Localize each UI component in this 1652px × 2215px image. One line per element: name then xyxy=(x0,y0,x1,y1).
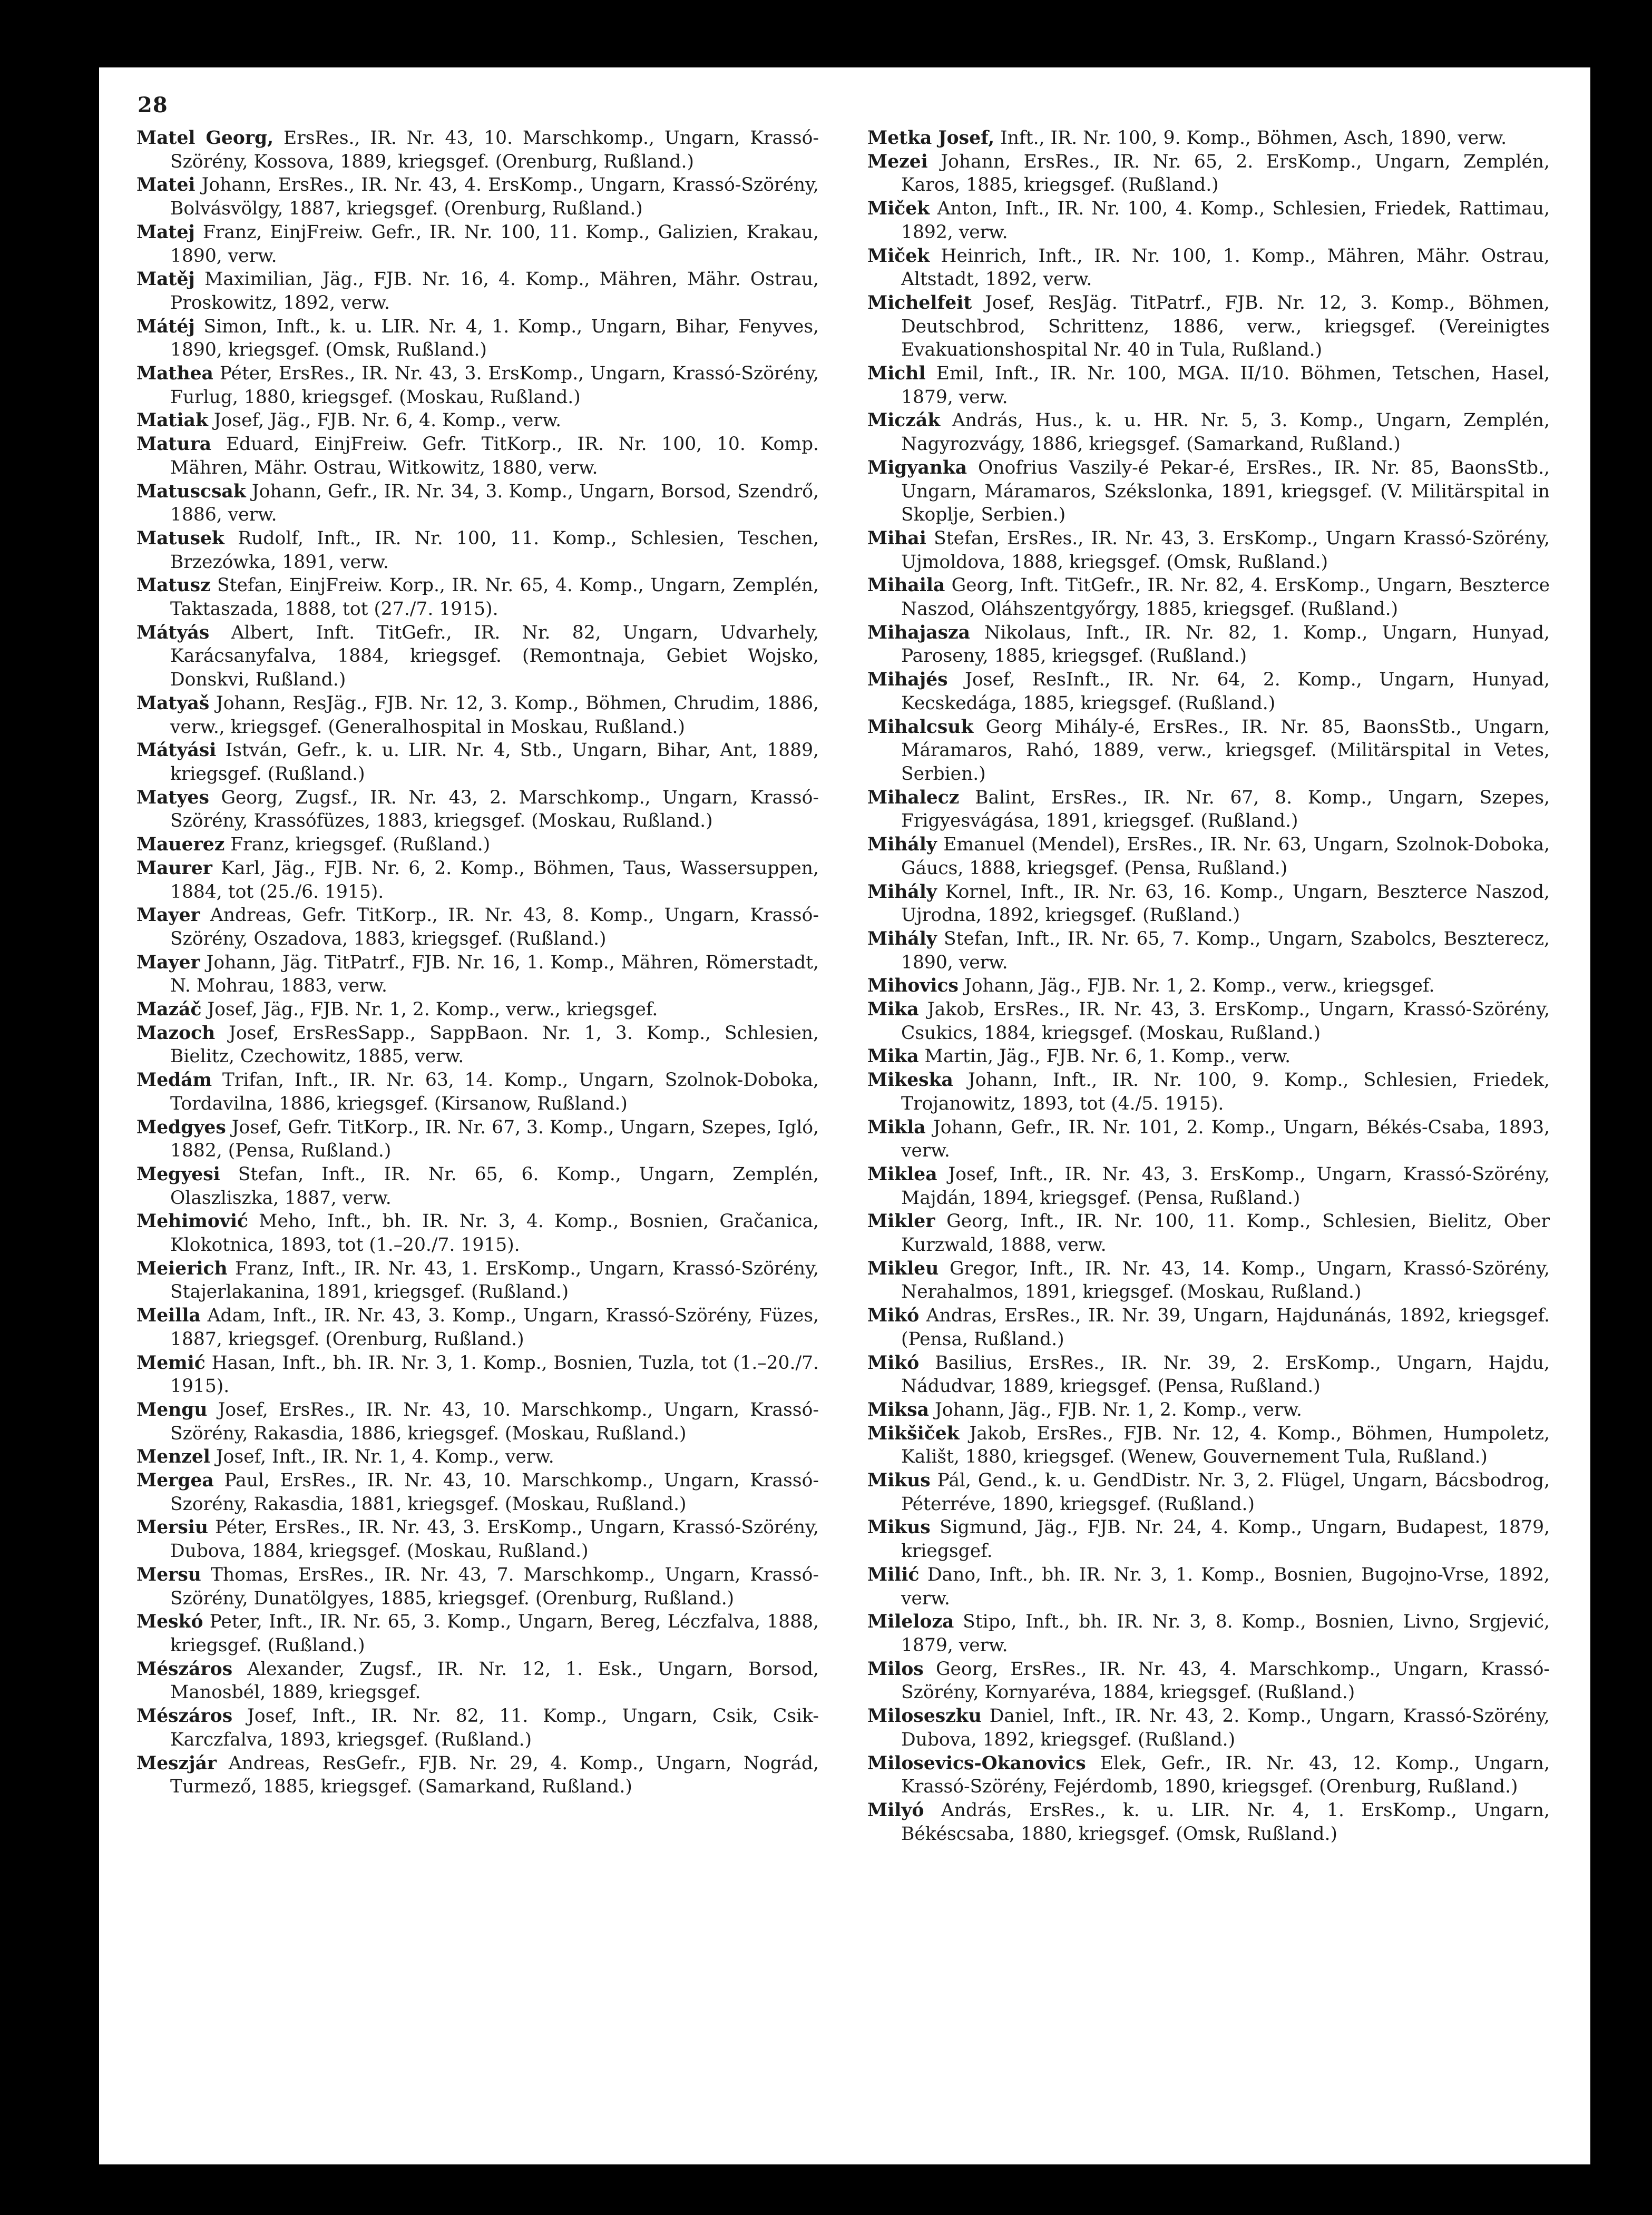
entry-details: Johann, ErsRes., IR. Nr. 43, 4. ErsKomp., Ungarn, Krassó-Szörény, Bolvásvölgy, 1887, kriegsgef. (Orenburg, Rußland.) xyxy=(170,174,819,220)
entry-details: Franz, kriegsgef. (Rußland.) xyxy=(224,834,491,856)
entry-details: Martin, Jäg., FJB. Nr. 6, 1. Komp., verw. xyxy=(918,1046,1291,1067)
entry-surname: Maurer xyxy=(136,857,212,879)
entry-surname: Milić xyxy=(867,1564,920,1585)
list-item xyxy=(136,433,819,479)
list-item xyxy=(136,621,819,692)
list-item xyxy=(867,456,1550,527)
entry-details: Heinrich, Inft., IR. Nr. 100, 1. Komp., Mähren, Mähr. Ostrau, Altstadt, 1892, verw. xyxy=(901,245,1550,290)
entry-details: Georg, Zugsf., IR. Nr. 43, 2. Marschkomp., Ungarn, Krassó-Szörény, Krassófüzes, 1883, kriegsgef. (Moskau, Rußland.) xyxy=(170,787,819,832)
list-item xyxy=(136,1752,819,1799)
entry-surname: Mihály xyxy=(867,881,937,903)
entry-details: Franz, Inft., IR. Nr. 43, 1. ErsKomp., Ungarn, Krassó-Szörény, Stajerlakanina, 1891, kriegsgef. (Rußland.) xyxy=(170,1258,819,1303)
list-item xyxy=(136,692,819,739)
list-item xyxy=(136,1163,819,1210)
list-item xyxy=(867,409,1550,456)
list-item xyxy=(867,244,1550,291)
entry-surname: Mayer xyxy=(136,952,200,973)
entry-details: Josef, Jäg., FJB. Nr. 1, 2. Komp., verw., kriegsgef. xyxy=(201,999,658,1021)
list-item xyxy=(867,1610,1550,1657)
list-item xyxy=(867,927,1550,974)
entry-details: Peter, Inft., IR. Nr. 65, 3. Komp., Ungarn, Bereg, Léczfalva, 1888, kriegsgef. (Rußland.) xyxy=(170,1611,819,1656)
entry-surname: Mihajés xyxy=(867,669,948,691)
list-item xyxy=(136,904,819,950)
list-item xyxy=(867,1799,1550,1846)
entry-details: Georg, Inft. TitGefr., IR. Nr. 82, 4. ErsKomp., Ungarn, Beszterce Naszod, Oláhszentgyőrgy, 1885, kriegsgef. (Rußland.) xyxy=(901,575,1550,620)
list-item xyxy=(867,291,1550,362)
list-item xyxy=(136,786,819,833)
list-item xyxy=(867,527,1550,574)
list-item xyxy=(867,833,1550,880)
entry-surname: Matyes xyxy=(136,787,209,808)
entry-details: Kornel, Inft., IR. Nr. 63, 16. Komp., Ungarn, Beszterce Naszod, Ujrodna, 1892, kriegsgef. (Rußland.) xyxy=(901,881,1550,926)
list-item xyxy=(136,480,819,527)
list-item xyxy=(867,1658,1550,1704)
entry-surname: Mátéj xyxy=(136,316,195,337)
entry-surname: Mergea xyxy=(136,1470,214,1492)
entry-details: Elek, Gefr., IR. Nr. 43, 12. Komp., Ungarn, Krassó-Szörény, Fejérdomb, 1890, kriegsgef. (Orenburg, Rußland.) xyxy=(901,1752,1550,1798)
entry-details: Georg Mihály-é, ErsRes., IR. Nr. 85, BaonsStb., Ungarn, Máramaros, Rahó, 1889, verw., kriegsgef. (Militärspital in Vetes, Serbien.) xyxy=(901,716,1550,785)
list-item xyxy=(136,1210,819,1257)
list-item xyxy=(136,1658,819,1704)
entry-details: Josef, ErsRes., IR. Nr. 43, 10. Marschkomp., Ungarn, Krassó-Szörény, Rakasdia, 1886, kriegsgef. (Moskau, Rußland.) xyxy=(170,1399,819,1444)
list-item xyxy=(136,173,819,220)
entry-surname: Milosevics-Okanovics xyxy=(867,1752,1086,1774)
list-item xyxy=(136,527,819,574)
list-item xyxy=(867,1398,1550,1422)
entry-surname: Michelfeit xyxy=(867,292,972,313)
list-item xyxy=(867,1163,1550,1210)
entry-surname: Matura xyxy=(136,434,212,455)
entry-details: András, Hus., k. u. HR. Nr. 5, 3. Komp., Ungarn, Zemplén, Nagyrozvágy, 1886, kriegsgef. (Samarkand, Rußland.) xyxy=(901,410,1550,455)
entry-details: Stipo, Inft., bh. IR. Nr. 3, 8. Komp., Bosnien, Livno, Srgjević, 1879, verw. xyxy=(901,1611,1550,1656)
list-item xyxy=(867,126,1550,150)
entry-surname: Mikleu xyxy=(867,1258,939,1279)
entry-surname: Miklea xyxy=(867,1163,937,1185)
list-item xyxy=(867,1069,1550,1115)
entry-surname: Miček xyxy=(867,198,930,220)
entry-details: Josef, ResJäg. TitPatrf., FJB. Nr. 12, 3. Komp., Böhmen, Deutschbrod, Schrittenz, 1886, verw., kriegsgef. (Vereinigtes Evakuationshospital Nr. 40 in Tula, Rußland.) xyxy=(901,292,1550,361)
entry-surname: Matěj xyxy=(136,269,195,290)
list-item xyxy=(867,1116,1550,1163)
entry-details: Jakob, ErsRes., FJB. Nr. 12, 4. Komp., Böhmen, Humpoletz, Kališt, 1880, kriegsgef. (Wenew, Gouvernement Tula, Rußland.) xyxy=(901,1423,1550,1468)
entry-surname: Mikus xyxy=(867,1470,931,1492)
entry-surname: Matiak xyxy=(136,410,208,432)
list-item xyxy=(867,786,1550,833)
list-item xyxy=(136,1469,819,1516)
list-item xyxy=(867,1045,1550,1069)
entry-surname: Meierich xyxy=(136,1258,228,1279)
list-item xyxy=(867,150,1550,197)
entry-surname: Mikla xyxy=(867,1116,926,1138)
entry-details: Karl, Jäg., FJB. Nr. 6, 2. Komp., Böhmen, Taus, Wassersuppen, 1884, tot (25./6. 1915). xyxy=(170,857,819,903)
entry-details: ErsRes., IR. Nr. 43, 10. Marschkomp., Ungarn, Krassó-Szörény, Kossova, 1889, kriegsgef. (Orenburg, Rußland.) xyxy=(170,128,819,172)
entry-details: Stefan, Inft., IR. Nr. 65, 7. Komp., Ungarn, Szabolcs, Beszterecz, 1890, verw. xyxy=(901,928,1550,973)
entry-surname: Mehimović xyxy=(136,1211,249,1232)
list-item xyxy=(867,574,1550,621)
entry-details: Sigmund, Jäg., FJB. Nr. 24, 4. Komp., Ungarn, Budapest, 1879, kriegsgef. xyxy=(901,1517,1550,1562)
entry-surname: Mengu xyxy=(136,1399,208,1420)
entry-details: Johann, Gefr., IR. Nr. 101, 2. Komp., Ungarn, Békés-Csaba, 1893, verw. xyxy=(901,1116,1550,1162)
list-item xyxy=(136,951,819,998)
list-item xyxy=(136,857,819,904)
list-item xyxy=(136,1351,819,1398)
entry-details: Onofrius Vaszily-é Pekar-é, ErsRes., IR. Nr. 85, BaonsStb., Ungarn, Máramaros, Székslonka, 1891, kriegsgef. (V. Militärspital in Skoplje, Serbien.) xyxy=(901,457,1550,526)
book-page xyxy=(99,67,1590,2164)
entry-surname: Mihalcsuk xyxy=(867,716,974,738)
entry-surname: Michl xyxy=(867,363,926,385)
entry-surname: Miloseszku xyxy=(867,1706,982,1727)
list-item xyxy=(867,668,1550,715)
entry-details: Andreas, Gefr. TitKorp., IR. Nr. 43, 8. Komp., Ungarn, Krassó-Szörény, Oszadova, 1883, kriegsgef. (Rußland.) xyxy=(170,905,819,949)
entry-details: Albert, Inft. TitGefr., IR. Nr. 82, Ungarn, Udvarhely, Karácsanyfalva, 1884, kriegsgef. (Remontnaja, Gebiet Wojsko, Donskvi, Rußland.) xyxy=(170,622,819,691)
entry-surname: Meskó xyxy=(136,1611,203,1633)
entry-surname: Mathea xyxy=(136,363,213,385)
entry-details: Josef, Gefr. TitKorp., IR. Nr. 67, 3. Komp., Ungarn, Szepes, Igló, 1882, (Pensa, Rußland.) xyxy=(170,1116,819,1162)
entry-surname: Mikus xyxy=(867,1517,931,1538)
entry-details: Johann, ResJäg., FJB. Nr. 12, 3. Komp., Böhmen, Chrudim, 1886, verw., kriegsgef. (Generalhospital in Moskau, Rußland.) xyxy=(170,692,819,738)
entry-details: Johann, Jäg., FJB. Nr. 1, 2. Komp., verw., kriegsgef. xyxy=(958,975,1435,997)
entry-surname: Matusz xyxy=(136,575,211,596)
list-item xyxy=(867,880,1550,927)
list-item xyxy=(867,1516,1550,1563)
entry-surname: Matel Georg, xyxy=(136,128,274,149)
list-item xyxy=(867,362,1550,409)
entry-details: Simon, Inft., k. u. LIR. Nr. 4, 1. Komp., Ungarn, Bihar, Fenyves, 1890, kriegsgef. (Omsk, Rußland.) xyxy=(170,316,819,361)
entry-details: Georg, Inft., IR. Nr. 100, 11. Komp., Schlesien, Bielitz, Ober Kurzwald, 1888, verw. xyxy=(901,1211,1550,1256)
entry-surname: Milos xyxy=(867,1658,924,1680)
entry-details: Josef, Jäg., FJB. Nr. 6, 4. Komp., verw. xyxy=(208,410,562,432)
entry-details: Adam, Inft., IR. Nr. 43, 3. Komp., Ungarn, Krassó-Szörény, Füzes, 1887, kriegsgef. (Orenburg, Rußland.) xyxy=(170,1305,819,1350)
entry-details: Anton, Inft., IR. Nr. 100, 4. Komp., Schlesien, Friedek, Rattimau, 1892, verw. xyxy=(901,198,1550,243)
entry-details: Balint, ErsRes., IR. Nr. 67, 8. Komp., Ungarn, Szepes, Frigyesvágása, 1891, kriegsgef. (Rußland.) xyxy=(901,787,1550,832)
list-item xyxy=(136,739,819,786)
entry-surname: Mihály xyxy=(867,834,937,856)
entry-details: Maximilian, Jäg., FJB. Nr. 16, 4. Komp., Mähren, Mähr. Ostrau, Proskowitz, 1892, verw. xyxy=(170,269,819,313)
list-item xyxy=(867,1563,1550,1610)
right-column xyxy=(867,126,1550,1846)
list-item xyxy=(136,1022,819,1069)
entry-details: Meho, Inft., bh. IR. Nr. 3, 4. Komp., Bosnien, Gračanica, Klokotnica, 1893, tot (1.–20./7. 1915). xyxy=(170,1211,819,1256)
entry-details: István, Gefr., k. u. LIR. Nr. 4, Stb., Ungarn, Bihar, Ant, 1889, kriegsgef. (Rußland.) xyxy=(170,740,819,785)
list-item xyxy=(136,1398,819,1445)
list-item xyxy=(867,1752,1550,1799)
entry-details: Péter, ErsRes., IR. Nr. 43, 3. ErsKomp., Ungarn, Krassó-Szörény, Dubova, 1884, kriegsgef. (Moskau, Rußland.) xyxy=(170,1517,819,1562)
entry-surname: Mazoch xyxy=(136,1022,216,1044)
entry-details: Josef, ResInft., IR. Nr. 64, 2. Komp., Ungarn, Hunyad, Kecskedága, 1885, kriegsgef. (Rußland.) xyxy=(901,669,1550,714)
entry-surname: Mauerez xyxy=(136,834,225,856)
entry-surname: Mersu xyxy=(136,1564,201,1585)
list-item xyxy=(136,1257,819,1304)
list-item xyxy=(867,1704,1550,1751)
left-column xyxy=(136,126,819,1799)
list-item xyxy=(136,1516,819,1563)
entry-details: Paul, ErsRes., IR. Nr. 43, 10. Marschkomp., Ungarn, Krassó-Szorény, Rakasdia, 1881, kriegsgef. (Moskau, Rußland.) xyxy=(170,1470,819,1515)
entry-details: Josef, Inft., IR. Nr. 82, 11. Komp., Ungarn, Csik, Csik-Karczfalva, 1893, kriegsgef. (Rußland.) xyxy=(170,1706,819,1750)
list-item xyxy=(136,1304,819,1351)
entry-details: Georg, ErsRes., IR. Nr. 43, 4. Marschkomp., Ungarn, Krassó-Szörény, Kornyaréva, 1884, kriegsgef. (Rußland.) xyxy=(901,1658,1550,1703)
list-item xyxy=(136,833,819,857)
entry-details: Emil, Inft., IR. Nr. 100, MGA. II/10. Böhmen, Tetschen, Hasel, 1879, verw. xyxy=(901,363,1550,408)
list-item xyxy=(136,1704,819,1751)
list-item xyxy=(136,1069,819,1115)
entry-surname: Mihaila xyxy=(867,575,945,596)
entry-surname: Matyaš xyxy=(136,692,210,714)
entry-surname: Mersiu xyxy=(136,1517,208,1538)
entry-details: Stefan, EinjFreiw. Korp., IR. Nr. 65, 4. Komp., Ungarn, Zemplén, Taktaszada, 1888, tot (27./7. 1915). xyxy=(170,575,819,620)
entry-details: Thomas, ErsRes., IR. Nr. 43, 7. Marschkomp., Ungarn, Krassó-Szörény, Dunatölgyes, 1885, kriegsgef. (Orenburg, Rußland.) xyxy=(170,1564,819,1609)
entry-surname: Mihai xyxy=(867,527,926,549)
list-item xyxy=(136,1445,819,1469)
entry-surname: Mátyási xyxy=(136,740,217,761)
entry-surname: Milyó xyxy=(867,1799,924,1821)
entry-surname: Mikler xyxy=(867,1211,935,1232)
list-item xyxy=(136,221,819,268)
entry-details: Péter, ErsRes., IR. Nr. 43, 3. ErsKomp., Ungarn, Krassó-Szörény, Furlug, 1880, kriegsgef. (Moskau, Rußland.) xyxy=(170,363,819,408)
entry-surname: Medám xyxy=(136,1070,212,1091)
entry-surname: Miček xyxy=(867,245,930,267)
entry-surname: Mihály xyxy=(867,928,937,949)
entry-details: Josef, ErsResSapp., SappBaon. Nr. 1, 3. Komp., Schlesien, Bielitz, Czechowitz, 1885, verw. xyxy=(170,1022,819,1067)
list-item xyxy=(867,974,1550,998)
list-item xyxy=(867,1257,1550,1304)
entry-details: Basilius, ErsRes., IR. Nr. 39, 2. ErsKomp., Ungarn, Hajdu, Nádudvar, 1889, kriegsgef. (Pensa, Rußland.) xyxy=(901,1352,1550,1397)
list-item xyxy=(136,1116,819,1163)
entry-details: Franz, EinjFreiw. Gefr., IR. Nr. 100, 11. Komp., Galizien, Krakau, 1890, verw. xyxy=(170,221,819,267)
list-item xyxy=(136,1563,819,1610)
list-item xyxy=(867,1210,1550,1257)
entry-surname: Mihovics xyxy=(867,975,959,997)
entry-details: Nikolaus, Inft., IR. Nr. 82, 1. Komp., Ungarn, Hunyad, Paroseny, 1885, kriegsgef. (Rußland.) xyxy=(901,622,1550,667)
entry-details: Daniel, Inft., IR. Nr. 43, 2. Komp., Ungarn, Krassó-Szörény, Dubova, 1892, kriegsgef. (Rußland.) xyxy=(901,1706,1550,1750)
list-item xyxy=(136,126,819,173)
entry-surname: Mezei xyxy=(867,151,928,172)
list-item xyxy=(867,1422,1550,1469)
entry-surname: Miksa xyxy=(867,1399,929,1420)
entry-details: Andras, ErsRes., IR. Nr. 39, Ungarn, Hajdunánás, 1892, kriegsgef. (Pensa, Rußland.) xyxy=(901,1305,1550,1350)
entry-surname: Mika xyxy=(867,999,919,1021)
list-item xyxy=(867,716,1550,786)
list-item xyxy=(136,268,819,315)
entry-surname: Mátyás xyxy=(136,622,210,643)
entry-details: Gregor, Inft., IR. Nr. 43, 14. Komp., Ungarn, Krassó-Szörény, Nerahalmos, 1891, kriegsgef. (Moskau, Rußland.) xyxy=(901,1258,1550,1303)
entry-details: Alexander, Zugsf., IR. Nr. 12, 1. Esk., Ungarn, Borsod, Manosbél, 1889, kriegsgef. xyxy=(170,1658,819,1703)
list-item xyxy=(867,1304,1550,1351)
list-item xyxy=(136,574,819,621)
list-item xyxy=(136,315,819,362)
entry-details: Stefan, Inft., IR. Nr. 65, 6. Komp., Ungarn, Zemplén, Olaszliszka, 1887, verw. xyxy=(170,1163,819,1209)
list-item xyxy=(867,197,1550,244)
entry-details: Johann, Jäg., FJB. Nr. 1, 2. Komp., verw. xyxy=(928,1399,1302,1420)
entry-details: Johann, Jäg. TitPatrf., FJB. Nr. 16, 1. Komp., Mähren, Römerstadt, N. Mohrau, 1883, verw. xyxy=(170,952,819,997)
entry-details: Hasan, Inft., bh. IR. Nr. 3, 1. Komp., Bosnien, Tuzla, tot (1.–20./7. 1915). xyxy=(170,1352,819,1397)
entry-surname: Matej xyxy=(136,221,195,243)
entry-surname: Meszjár xyxy=(136,1752,217,1774)
entry-details: Emanuel (Mendel), ErsRes., IR. Nr. 63, Ungarn, Szolnok-Doboka, Gáucs, 1888, kriegsgef. (Pensa, Rußland.) xyxy=(901,834,1550,879)
list-item xyxy=(867,998,1550,1045)
list-item xyxy=(136,998,819,1022)
entry-surname: Mikeska xyxy=(867,1070,953,1091)
entry-surname: Mikó xyxy=(867,1352,920,1374)
entry-details: Josef, Inft., IR. Nr. 1, 4. Komp., verw. xyxy=(210,1446,554,1468)
entry-surname: Medgyes xyxy=(136,1116,226,1138)
entry-surname: Memić xyxy=(136,1352,206,1374)
entry-surname: Matei xyxy=(136,174,195,196)
entry-surname: Miczák xyxy=(867,410,941,432)
entry-surname: Matusek xyxy=(136,527,224,549)
entry-details: Johann, Gefr., IR. Nr. 34, 3. Komp., Ungarn, Borsod, Szendrő, 1886, verw. xyxy=(170,481,819,526)
entry-surname: Mikšiček xyxy=(867,1423,960,1444)
entry-details: Rudolf, Inft., IR. Nr. 100, 11. Komp., Schlesien, Teschen, Brzezówka, 1891, verw. xyxy=(170,527,819,573)
entry-surname: Matuscsak xyxy=(136,481,246,502)
entry-details: Eduard, EinjFreiw. Gefr. TitKorp., IR. Nr. 100, 10. Komp. Mähren, Mähr. Ostrau, Witkowitz, 1880, verw. xyxy=(170,434,819,478)
entry-surname: Megyesi xyxy=(136,1163,220,1185)
entry-surname: Mayer xyxy=(136,905,200,926)
entry-surname: Mihalecz xyxy=(867,787,960,808)
entry-surname: Migyanka xyxy=(867,457,967,478)
entry-surname: Mika xyxy=(867,1046,919,1067)
entry-surname: Meilla xyxy=(136,1305,201,1327)
entry-surname: Mészáros xyxy=(136,1658,233,1680)
entry-details: Josef, Inft., IR. Nr. 43, 3. ErsKomp., Ungarn, Krassó-Szörény, Majdán, 1894, kriegsgef. (Pensa, Rußland.) xyxy=(901,1163,1550,1209)
list-item xyxy=(136,1610,819,1657)
page-number: 28 xyxy=(138,93,168,117)
entry-details: András, ErsRes., k. u. LIR. Nr. 4, 1. ErsKomp., Ungarn, Békéscsaba, 1880, kriegsgef. (Omsk, Rußland.) xyxy=(901,1799,1550,1845)
entry-surname: Mileloza xyxy=(867,1611,954,1633)
list-item xyxy=(136,409,819,433)
entry-surname: Mikó xyxy=(867,1305,920,1327)
list-item xyxy=(867,1351,1550,1398)
entry-surname: Mészáros xyxy=(136,1706,233,1727)
entry-details: Trifan, Inft., IR. Nr. 63, 14. Komp., Ungarn, Szolnok-Doboka, Tordavilna, 1886, kriegsgef. (Kirsanow, Rußland.) xyxy=(170,1070,819,1114)
list-item xyxy=(136,362,819,409)
entry-details: Johann, Inft., IR. Nr. 100, 9. Komp., Schlesien, Friedek, Trojanowitz, 1893, tot (4./5. 1915). xyxy=(901,1070,1550,1114)
entry-details: Inft., IR. Nr. 100, 9. Komp., Böhmen, Asch, 1890, verw. xyxy=(994,128,1507,149)
entry-details: Dano, Inft., bh. IR. Nr. 3, 1. Komp., Bosnien, Bugojno-Vrse, 1892, verw. xyxy=(901,1564,1550,1609)
entry-details: Jakob, ErsRes., IR. Nr. 43, 3. ErsKomp., Ungarn, Krassó-Szörény, Csukics, 1884, kriegsgef. (Moskau, Rußland.) xyxy=(901,999,1550,1044)
entry-details: Johann, ErsRes., IR. Nr. 65, 2. ErsKomp., Ungarn, Zemplén, Karos, 1885, kriegsgef. (Rußland.) xyxy=(901,151,1550,196)
entry-details: Andreas, ResGefr., FJB. Nr. 29, 4. Komp., Ungarn, Nográd, Turmező, 1885, kriegsgef. (Samarkand, Rußland.) xyxy=(170,1752,819,1798)
entry-surname: Mihajasza xyxy=(867,622,970,643)
entry-surname: Metka Josef, xyxy=(867,128,995,149)
list-item xyxy=(867,621,1550,668)
entry-surname: Menzel xyxy=(136,1446,210,1468)
entry-surname: Mazáč xyxy=(136,999,202,1021)
list-item xyxy=(867,1469,1550,1516)
entry-details: Stefan, ErsRes., IR. Nr. 43, 3. ErsKomp., Ungarn Krassó-Szörény, Ujmoldova, 1888, kriegsgef. (Omsk, Rußland.) xyxy=(901,527,1550,573)
entry-details: Pál, Gend., k. u. GendDistr. Nr. 3, 2. Flügel, Ungarn, Bácsbodrog, Péterréve, 1890, kriegsgef. (Rußland.) xyxy=(901,1470,1550,1515)
